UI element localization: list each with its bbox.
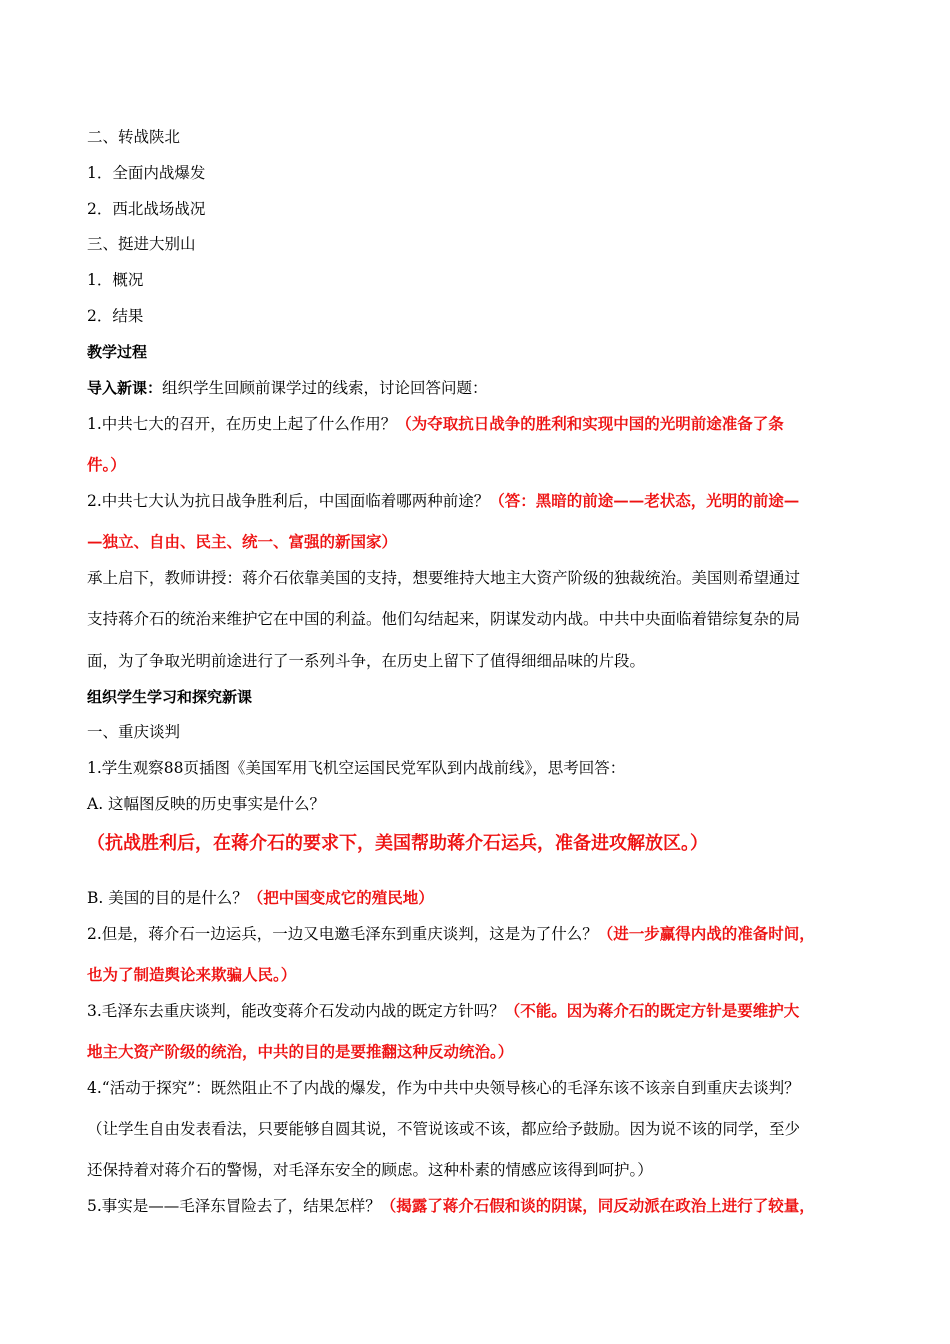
new-lesson-heading: 组织学生学习和探究新课 bbox=[87, 688, 253, 706]
question-1 bbox=[87, 413, 877, 435]
question-2 bbox=[87, 490, 877, 512]
item-3-answer-cont: 地主大资产阶级的统治，中共的目的是要推翻这种反动统治。） bbox=[87, 1042, 514, 1061]
intro-paragraph bbox=[87, 377, 877, 399]
section-1-title: 一、重庆谈判 bbox=[87, 723, 181, 741]
question-2-answer: （答：黑暗的前途——老状态，光明的前途— bbox=[489, 491, 800, 510]
item-5-answer: （揭露了蒋介石假和谈的阴谋，同反动派在政治上进行了较量， bbox=[380, 1196, 815, 1215]
transition-line-1: 承上启下，教师讲授：蒋介石依靠美国的支持，想要维持大地主大资产阶级的独裁统治。美国则希望通过 bbox=[87, 569, 801, 587]
new-lesson-item-4: 4.“活动于探究”：既然阻止不了内战的爆发，作为中共中央领导核心的毛泽东该不该亲自到重庆去谈判？ bbox=[87, 1079, 800, 1097]
new-lesson-item-b bbox=[87, 887, 877, 909]
question-1-answer: （为夺取抗日战争的胜利和实现中国的光明前途准备了条 bbox=[396, 414, 784, 433]
new-lesson-item-5 bbox=[87, 1195, 877, 1217]
section-2-title: 二、转战陕北 bbox=[87, 128, 181, 146]
transition-line-2: 支持蒋介石的统治来维护它在中国的利益。他们勾结起来，阴谋发动内战。中共中央面临着错综复杂的局 bbox=[87, 610, 801, 628]
section-3-item-2: 2．结果 bbox=[87, 307, 144, 325]
item-2-text: 2.但是，蒋介石一边运兵，一边又电邀毛泽东到重庆谈判，这是为了什么？ bbox=[87, 925, 598, 943]
item-2-answer-cont: 也为了制造舆论来欺骗人民。） bbox=[87, 965, 297, 984]
question-2-answer-cont: —独立、自由、民主、统一、富强的新国家） bbox=[87, 532, 398, 551]
question-1-answer-cont: 件。） bbox=[87, 455, 126, 474]
section-3-title: 三、挺进大别山 bbox=[87, 235, 196, 253]
section-2-item-1: 1．全面内战爆发 bbox=[87, 164, 206, 182]
item-5-text: 5.事实是——毛泽东冒险去了，结果怎样？ bbox=[87, 1197, 381, 1215]
new-lesson-item-1: 1.学生观察88页插图《美国军用飞机空运国民党军队到内战前线》，思考回答： bbox=[87, 759, 626, 777]
item-3-answer: （不能。因为蒋介石的既定方针是要维护大 bbox=[504, 1001, 800, 1020]
new-lesson-item-a: A. 这幅图反映的历史事实是什么？ bbox=[87, 795, 326, 813]
question-1-text: 1.中共七大的召开，在历史上起了什么作用？ bbox=[87, 415, 397, 433]
new-lesson-item-3 bbox=[87, 1000, 877, 1022]
intro-label: 导入新课： bbox=[87, 379, 163, 397]
item-4-note-2: 还保持着对蒋介石的警惕，对毛泽东安全的顾虑。这种朴素的情感应该得到呵护。） bbox=[87, 1161, 653, 1179]
item-3-text: 3.毛泽东去重庆谈判，能改变蒋介石发动内战的既定方针吗？ bbox=[87, 1002, 505, 1020]
item-4-note-1: （让学生自由发表看法，只要能够自圆其说，不管说该或不该，都应给予鼓励。因为说不该的同学，至少 bbox=[87, 1120, 801, 1138]
new-lesson-answer-a: （抗战胜利后，在蒋介石的要求下，美国帮助蒋介石运兵，准备进攻解放区。） bbox=[87, 833, 708, 854]
intro-text: 组织学生回顾前课学过的线索，讨论回答问题： bbox=[162, 379, 488, 397]
item-b-answer: （把中国变成它的殖民地） bbox=[247, 888, 434, 907]
section-2-item-2: 2．西北战场战况 bbox=[87, 200, 206, 218]
item-2-answer: （进一步赢得内战的准备时间， bbox=[597, 924, 815, 943]
section-3-item-1: 1．概况 bbox=[87, 271, 144, 289]
question-2-text: 2.中共七大认为抗日战争胜利后，中国面临着哪两种前途？ bbox=[87, 492, 490, 510]
new-lesson-item-2 bbox=[87, 923, 877, 945]
teaching-process-heading: 教学过程 bbox=[87, 343, 148, 361]
item-b-text: B. 美国的目的是什么？ bbox=[87, 889, 248, 907]
transition-line-3: 面，为了争取光明前途进行了一系列斗争，在历史上留下了值得细细品味的片段。 bbox=[87, 652, 646, 670]
